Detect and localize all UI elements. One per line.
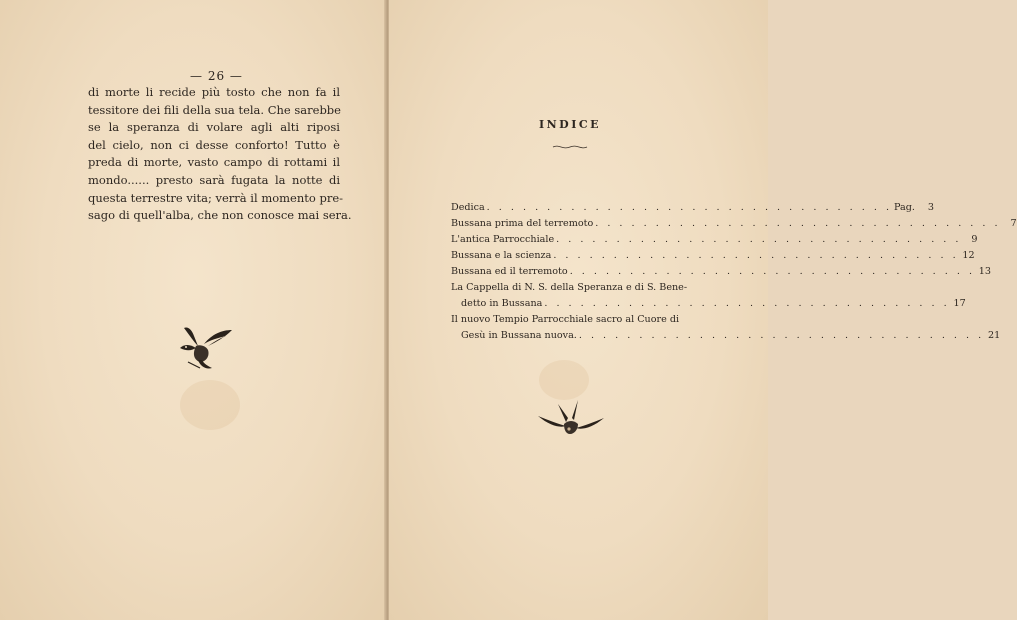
toc-entry[interactable] bbox=[451, 216, 1017, 232]
eagle-vignette-icon bbox=[176, 316, 236, 372]
toc-page-number: 9 bbox=[971, 234, 978, 245]
toc-entry[interactable] bbox=[451, 248, 975, 264]
text-line: sago di quell'alba, che non conosce mai sera. bbox=[88, 208, 352, 223]
leader-dots: . . . . . . . . . . . . . . . . . . . . . . . . . . . . . . . . . . bbox=[553, 250, 959, 261]
left-page bbox=[0, 0, 386, 620]
toc-entry-first-line[interactable] bbox=[451, 280, 689, 296]
toc-entry-label: Dedica bbox=[451, 202, 485, 213]
text-line: mondo...... presto sarà fugata la notte di bbox=[88, 172, 340, 187]
toc-entry-label: La Cappella di N. S. della Speranza e di S. Bene- bbox=[451, 282, 688, 293]
swallow-vignette-icon bbox=[536, 398, 606, 438]
toc-entry-label: Bussana ed il terremoto bbox=[451, 266, 568, 277]
text-line: se la speranza di volare agli alti riposi bbox=[88, 120, 340, 135]
leader-dots: . . . . . . . . . . . . . . . . . . . . . . . . . . . . . . . . . . bbox=[578, 330, 985, 341]
title-ornament-icon bbox=[553, 144, 587, 150]
toc-entry-label: Bussana prima del terremoto bbox=[451, 218, 594, 229]
toc-page-number: 21 bbox=[987, 330, 1001, 341]
toc-page-number: 3 bbox=[927, 202, 934, 213]
toc-entry-first-line[interactable] bbox=[451, 312, 689, 328]
leader-dots: . . . . . . . . . . . . . . . . . . . . . . . . . . . . . . . . . . bbox=[595, 218, 1001, 229]
body-text bbox=[88, 84, 352, 225]
toc-entry[interactable] bbox=[451, 232, 978, 248]
toc-entry-label: Il nuovo Tempio Parrocchiale sacro al Cuore di bbox=[451, 314, 680, 325]
toc-entry-label: detto in Bussana bbox=[461, 298, 543, 309]
text-line: del cielo, non ci desse conforto! Tutto è bbox=[88, 137, 340, 152]
toc-entry[interactable] bbox=[451, 296, 966, 312]
text-line: questa terrestre vita; verrà il momento pre- bbox=[88, 190, 344, 205]
index-title: INDICE bbox=[538, 118, 602, 131]
leader-dots: . . . . . . . . . . . . . . . . . . . . . . . . . . . . . . . . . . bbox=[556, 234, 962, 245]
paper-stain bbox=[539, 360, 589, 400]
text-line: tessitore dei fili della sua tela. Che sarebbe bbox=[88, 102, 341, 117]
text-line: preda di morte, vasto campo di rottami il bbox=[88, 155, 340, 170]
paper-stain bbox=[180, 380, 240, 430]
toc-entry[interactable] bbox=[451, 264, 992, 280]
leader-dots: . . . . . . . . . . . . . . . . . . . . . . . . . . . . . . . . . . bbox=[486, 202, 892, 213]
toc-page-number: 12 bbox=[962, 250, 975, 261]
leader-dots: . . . . . . . . . . . . . . . . . . . . . . . . . . . . . . . . . . bbox=[544, 298, 950, 309]
toc-entry[interactable] bbox=[451, 328, 1001, 344]
toc-entry[interactable] bbox=[451, 200, 934, 216]
toc-page-number: 17 bbox=[953, 298, 966, 309]
toc-entry-label: L'antica Parrocchiale bbox=[451, 234, 555, 245]
leader-dots: . . . . . . . . . . . . . . . . . . . . . . . . . . . . . . . . . . bbox=[569, 266, 976, 277]
page-number: — 26 — bbox=[190, 69, 243, 83]
text-line: di morte li recide più tosto che non fa il bbox=[88, 85, 340, 99]
toc-entry-label: Bussana e la scienza bbox=[451, 250, 552, 261]
toc-entry-label: Gesù in Bussana nuova. bbox=[461, 330, 577, 341]
table-of-contents bbox=[451, 200, 1017, 344]
toc-page-number: 7 bbox=[1010, 218, 1017, 229]
toc-page-prefix: Pag. bbox=[894, 202, 915, 213]
toc-page-number: 13 bbox=[978, 266, 992, 277]
